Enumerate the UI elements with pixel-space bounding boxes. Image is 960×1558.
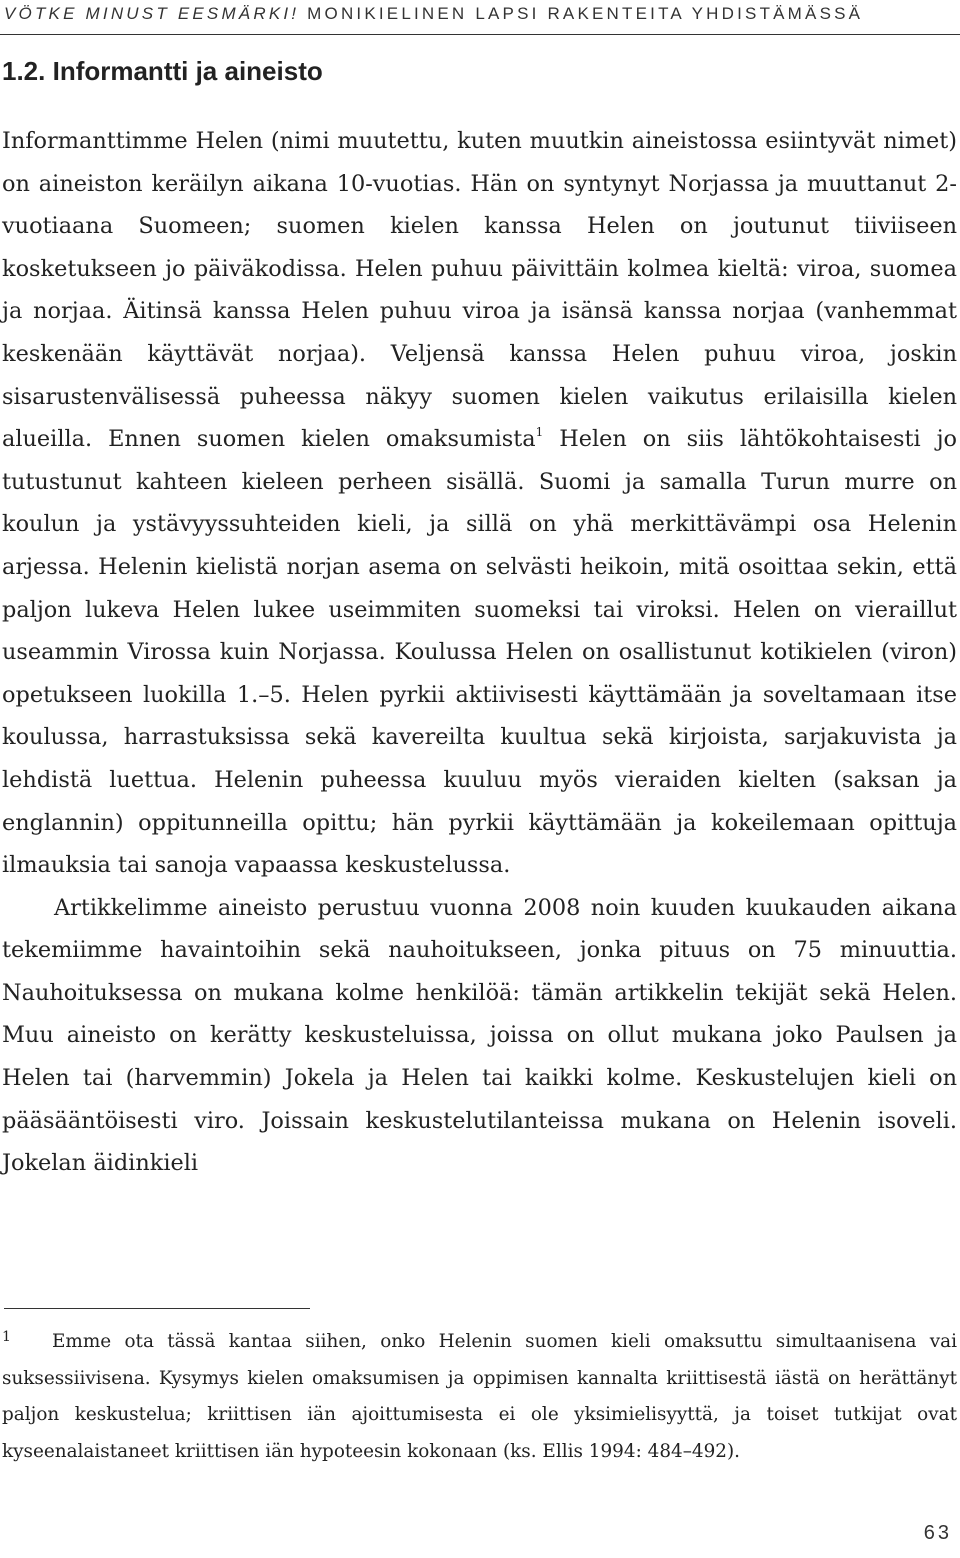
header-rule [0, 34, 960, 35]
page-number: 63 [923, 1522, 952, 1544]
paragraph-1-part-1: Informanttimme Helen (nimi muutettu, kuten muutkin aineistossa esiintyvät nimet) on aineiston keräilyn aikana 10-vuotias. Hän on syntynyt Norjassa ja muuttanut 2-vuotiaana Suomeen; suomen kielen kanssa Helen on joutunut tiiviiseen kosketukseen jo päiväkodissa. Helen puhuu päivittäin kolmea kieltä: viroa, suomea ja norjaa. Äitinsä kanssa Helen puhuu viroa ja isänsä kanssa norjaa (vanhemmat keskenään käyttävät norjaa). Veljensä kanssa Helen puhuu viroa, joskin sisarustenvälisessä puheessa näkyy suomen kielen vaikutus erilaisilla kielen alueilla. Ennen suomen kielen omaksumista [2, 128, 957, 453]
running-header [4, 4, 956, 30]
footnote-reference[interactable]: 1 [535, 425, 544, 440]
paragraph-1 [2, 120, 957, 887]
footnote-rule [4, 1308, 310, 1309]
running-header-subtitle: MONIKIELINEN LAPSI RAKENTEITA YHDISTÄMÄSSÄ [307, 4, 864, 23]
footnote: 1 Emme ota tässä kantaa siihen, onko Helenin suomen kieli omaksuttu simultaanisena vai suksessiivisena. Kysymys kielen omaksumisen ja oppimisen kannalta kriittisestä iästä on herättänyt paljon keskustelua; kriittisen iän ajoittumisesta ei ole yksimielisyyttä, ja toiset tutkijat ovat kyseenalaistaneet kriittisen iän hypoteesin kokonaan (ks. Ellis 1994: 484–492). [2, 1329, 957, 1462]
paragraph-1-part-2: Helen on siis lähtökohtaisesti jo tutustunut kahteen kieleen perheen sisällä. Suomi ja samalla Turun murre on koulun ja ystävyyssuhteiden kieli, ja sillä on yhä merkittävämpi osa Helenin arjessa. Helenin kielistä norjan asema on selvästi heikoin, mitä osoittaa sekin, että paljon lukeva Helen lukee useimmiten suomeksi tai viroksi. Helen on vieraillut useammin Virossa kuin Norjassa. Koulussa Helen on osallistunut kotikielen (viron) opetukseen luokilla 1.–5. Helen pyrkii aktiivisesti käyttämään ja soveltamaan itse koulussa, harrastuksissa sekä kavereilta kuultua sekä kirjoista, sarjakuvista ja lehdistä luettua. Helenin puheessa kuuluu myös vieraiden kielten (saksan ja englannin) oppitunneilla opittu; hän pyrkii käyttämään ja kokeilemaan opittuja ilmauksia tai sanoja vapaassa keskustelussa. [2, 426, 957, 879]
paragraph-2: Artikkelimme aineisto perustuu vuonna 2008 noin kuuden kuukauden aikana tekemiimme havaintoihin sekä nauhoitukseen, jonka pituus on 75 minuuttia. Nauhoituksessa on mukana kolme henkilöä: tämän artikkelin tekijät sekä Helen. Muu aineisto on kerätty keskusteluissa, joissa on ollut mukana joko Paulsen ja Helen tai (harvemmin) Jokela ja Helen tai kaikki kolme. Keskustelujen kieli on pääsääntöisesti viro. Joissain keskustelutilanteissa mukana on Helenin isoveli. Jokelan äidinkieli [2, 894, 957, 1177]
running-header-title: VÖTKE MINUST EESMÄRKI! [4, 4, 300, 23]
footnote-text: Emme ota tässä kantaa siihen, onko Helenin suomen kieli omaksuttu simultaanisena vai suksessiivisena. Kysymys kielen omaksumisen ja oppimisen kannalta kriittisestä iästä on herättänyt paljon keskustelua; kriittisen iän ajoittumisesta ei ole yksimielisyyttä, ja toiset tutkijat ovat kyseenalaistaneet kriittisen iän hypoteesin kokonaan (ks. Ellis 1994: 484–492). [2, 1331, 957, 1462]
section-heading: 1.2. Informantti ja aineisto [2, 56, 323, 86]
body-text [2, 120, 957, 1185]
